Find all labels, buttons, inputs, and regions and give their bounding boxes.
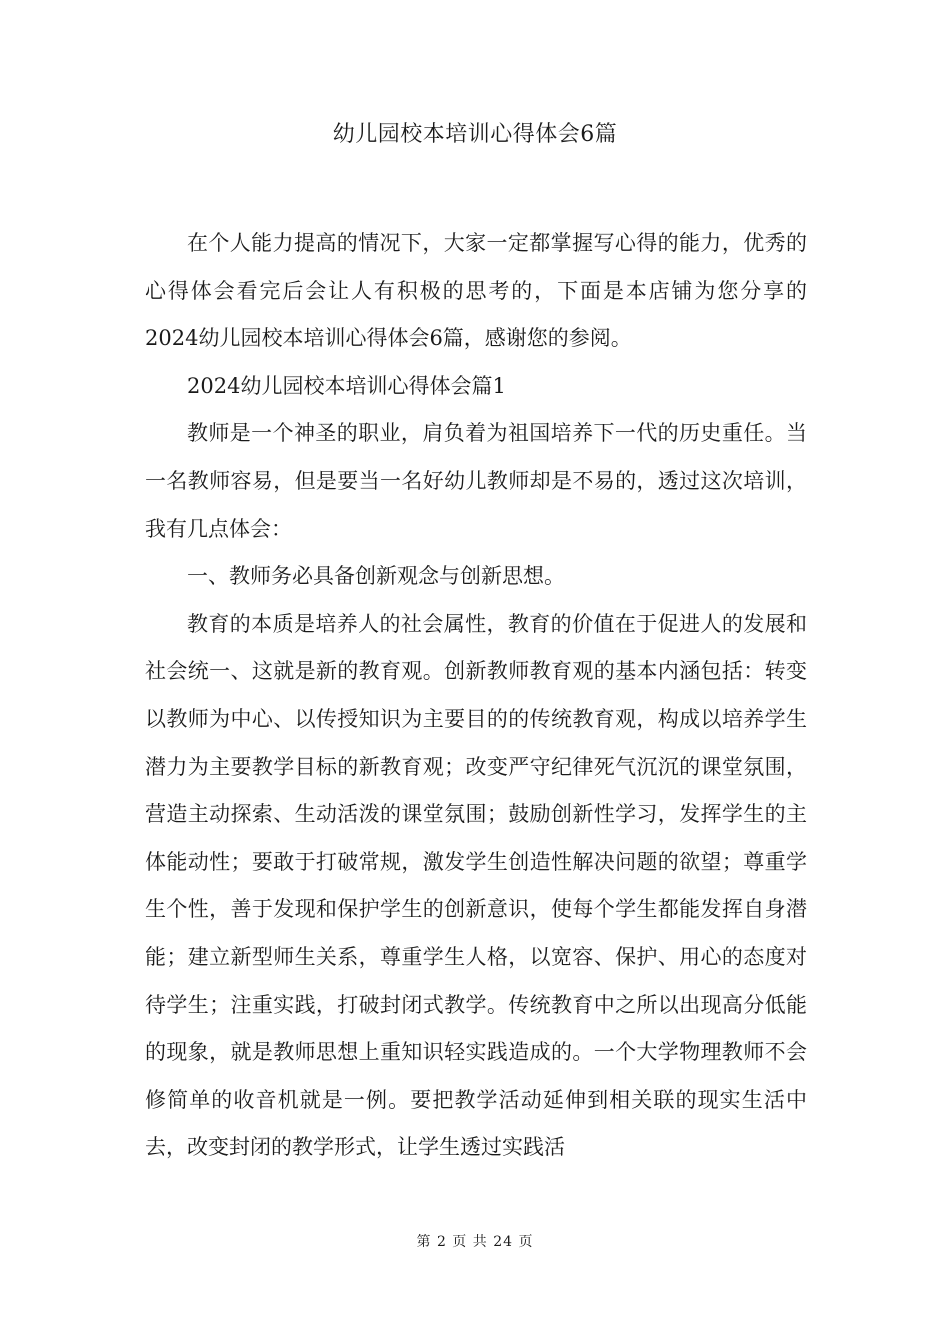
section-heading: 2024幼儿园校本培训心得体会篇1 bbox=[187, 373, 506, 398]
document-title: 幼儿园校本培训心得体会6篇 bbox=[332, 122, 618, 147]
page-footer: 第 2 页 共 24 页 bbox=[416, 1234, 534, 1250]
paragraph: 教育的本质是培养人的社会属性，教育的价值在于促进人的发展和社会统一、这就是新的教育观。创新教师教育观的基本内涵包括：转变以教师为中心、以传授知识为主要目的的传统教育观，构成以培养学生潜力为主要教学目标的新教育观；改变严守纪律死气沉沉的课堂氛围，营造主动探索、生动活泼的课堂氛围；鼓励创新性学习，发挥学生的主体能动性；要敢于打破常规，激发学生创造性解决问题的欲望；尊重学生个性，善于发现和保护学生的创新意识，使每个学生都能发挥自身潜能；建立新型师生关系，尊重学生人格，以宽容、保护、用心的态度对待学生；注重实践，打破封闭式教学。传统教育中之所以出现高分低能的现象，就是教师思想上重知识轻实践造成的。一个大学物理教师不会修简单的收音机就是一例。要把教学活动延伸到相关联的现实生活中去，改变封闭的教学形式，让学生透过实践活 bbox=[145, 611, 807, 1160]
subsection-heading: 一、教师务必具备创新观念与创新思想。 bbox=[187, 564, 565, 589]
paragraph-intro: 在个人能力提高的情况下，大家一定都掌握写心得的能力，优秀的心得体会看完后会让人有积极的思考的，下面是本店铺为您分享的2024幼儿园校本培训心得体会6篇，感谢您的参阅。 bbox=[145, 231, 807, 351]
paragraph: 教师是一个神圣的职业，肩负着为祖国培养下一代的历史重任。当一名教师容易，但是要当一名好幼儿教师却是不易的，透过这次培训，我有几点体会： bbox=[145, 421, 807, 541]
document-body bbox=[145, 220, 807, 1172]
